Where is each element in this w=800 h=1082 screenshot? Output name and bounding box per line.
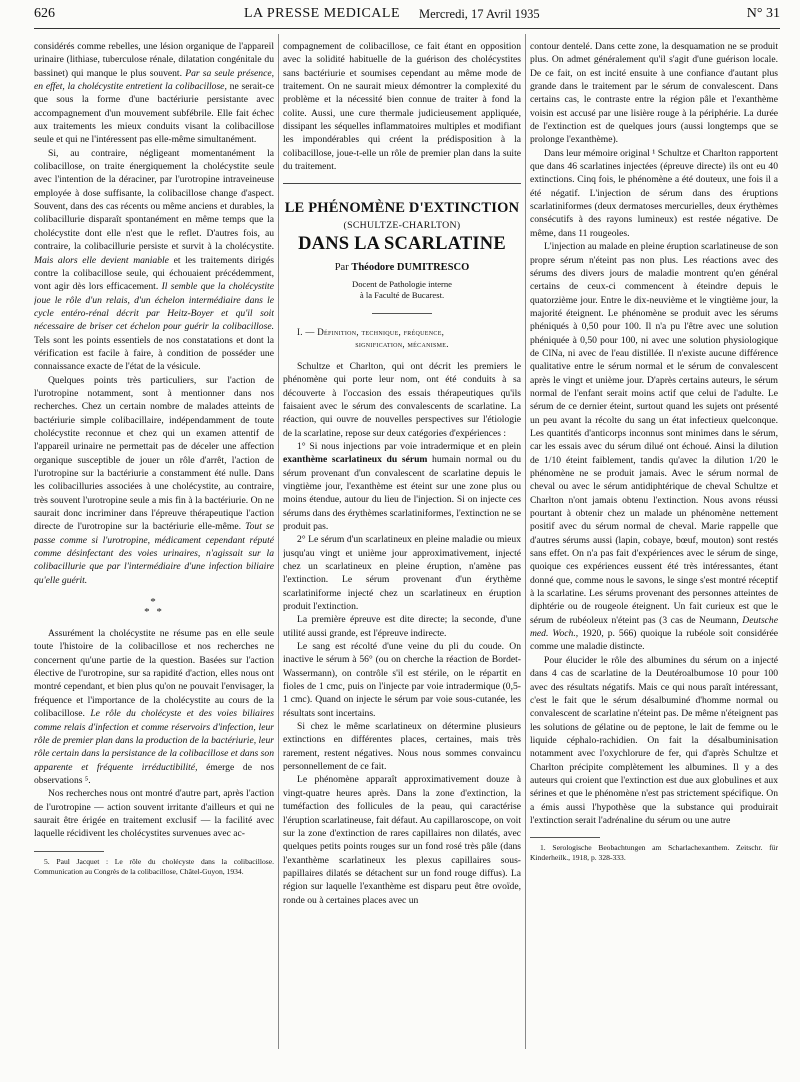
- author-affiliation: Docent de Pathologie interne à la Faculté de Bucarest.: [352, 278, 452, 300]
- section-heading: I. — Définition, technique, fréquence, signification, mécanisme.: [297, 326, 449, 349]
- column-divider: [525, 34, 526, 1049]
- author-line: Par Théodore DUMITRESCO: [334, 262, 470, 274]
- paragraph: Assurément la cholécystite ne résume pas en elle seule toute l'histoire de la colibacillose et nos recherches ne concernent qu'une partie de la question. Basées sur l'action élective de l'urotropine, sur sa rapidité d'action, elles nous ont montré cependant, et bien plus qu'on ne pouvait l'envisager, la fréquence et l'importance de la cholécystite au cours de la colibacillose. Le rôle du cholécyste et des voies biliaires comme relais d'infection et comme réservoirs d'infection, leur rôle de premier plan dans la production de la bactériurie, leur rôle certain dans la persistance de la colibacillose et dans son apparente et fréquente irréductibilité, émerge de nos observations ⁵.: [34, 628, 274, 786]
- divider: [372, 313, 432, 314]
- page-number: 626: [34, 6, 55, 21]
- column-right: [530, 40, 778, 1048]
- paragraph: Pour élucider le rôle des albumines du sérum on a injecté dans 4 cas de scarlatine de la Deutéroalbumose 10 pour 100 avec des résultats négatifs. Mais ce qui nous paraît intéressant, c'est le fait que le sérum désalbuminé d'homme normal ou convalescent de scarlatine n'éteint pas. De même n'éteignent pas les solutions de gélatine ou de peptone, le lait de femme ou le liquide céphalo-rachidien. On fait la désalbuminisation notamment avec l'oxychlorure de fer, qui d'après Schultze et Charlton précipite complètement les albumines. Il y a des auteurs qui croient que l'extinction est due aux globulines et aux sérines et que le phénomène n'est pas strictement spécifique. On a émis aussi l'hypothèse que la substance qui produirait l'extinction serait l'adrénaline du sérum ou une autre: [530, 654, 778, 826]
- header-rule: [34, 28, 780, 29]
- article-rule: [283, 183, 521, 184]
- column-left: [34, 40, 274, 1048]
- article-title: LE PHÉNOMÈNE D'EXTINCTION: [284, 200, 520, 217]
- article-title-main: DANS LA SCARLATINE: [298, 234, 506, 255]
- journal-title: LA PRESSE MEDICALE: [244, 6, 401, 21]
- paragraph: L'injection au malade en pleine éruption scarlatineuse de son propre sérum n'éteint pas non plus. Les réactions avec des sérums des divers jours de maladie montrent qu'en général certains de ceux-ci commencent à éteindre depuis le quatorzième jour. Entre le dix-neuvième et le vingtième jour, la majorité éteignent. Le phénomène se produit avec les sérums phéniqués à 0,50 pour 100. Il n'a pu l'être avec une solution phéniquée à 0,50 pour 100, ni avec une solution physiologique de ClNa, ni avec de l'eau distillée. Il n'existe aucune différence qualitative entre le sérum normal et le sérum de convalescent après le vingt et unième jour. D'après certains auteurs, le sérum normal de l'enfant serait moins actif que celui de l'adulte. Le sérum de ce dernier éteint, surtout quand les sujets ont présenté un peu avant la récolte du sang un état infectieux quelconque. Les quantités d'anticorps inconnus sont minimes dans le sérum, car les essais avec du sérum dilué ont échoué. Ainsi la dilution de 1/10 éteint faiblement, tandis qu'avec la dilution 1/20 le phénomène ne se produit jamais. Avec le sérum normal de cheval ou avec le sérum antidiphtérique de cheval Schultze et Charlton n'ont jamais obtenu l'extinction. Nous avons réussi pourtant à obtenir chez un malade un phénomène nettement positif avec du sérum normal de cheval. Marie rappelle que d'autres sérums aussi (lapin, cobaye, bœuf, mouton) sont restés sans effet. On n'a pas fait d'expériences avec le sérum de singe, quoique ces expériences eussent été très intéressantes, étant donné que, comme nous le savons, le singe s'est montré réceptif à la scarlatine. Les sérums provenant des personnes atteintes de diphtérie ou de rougeole éteignent. Un fait curieux est que le sérum de rubéoleux n'éteint pas (3 cas de Neumann, Deutsche med. Woch., 1920, p. 566) quoique la rubéole soit considérée comme une maladie distincte.: [530, 241, 778, 653]
- paragraph: Schultze et Charlton, qui ont décrit les premiers le phénomène qui porte leur nom, ont été conduits à sa découverte à l'occasion des essais thérapeutiques qu'ils faisaient avec le sérum des convalescents de scarlatine. La réaction, qui ouvre de nouvelles perspectives sur l'étiologie de la scarlatine, repose sur deux catégories d'expériences :: [283, 360, 521, 439]
- paragraph: Si, au contraire, négligeant momentanément la colibacillose, on traite énergiquement la cholécystite seule avec l'intention de la déraciner, par l'urotropine intraveineuse employée à dose suffisante, la colibacillose change d'aspect. Souvent, dans des cas récents ou même anciens et durables, la colibacillurie disparaît spontanément en même temps que la cholécystite dont elle n'est que le reflet. D'autres fois, au contraire, la colibacillurie persiste et survit à la cholécystite. Mais alors elle devient maniable et les traitements dirigés contre la colibacillose seule, qui échouaient précédemment, vont agir dès lors efficacement. Il semble que la cholécystite joue le rôle d'un relais, d'un échelon intermédiaire dans le cycle entéro-rénal décrit par Heitz-Boyer et qu'il soit nécessaire de briser cet échelon pour guérir la colibacillose. Tels sont les points essentiels de nos constatations et dont la vérification est facile à faire, à condition de posséder une connaissance exacte de l'état de la vésicule.: [34, 147, 274, 373]
- issue-date: Mercredi, 17 Avril 1935: [419, 7, 540, 21]
- paragraph: 2° Le sérum d'un scarlatineux en pleine maladie ou mieux jusqu'au vingt et unième jour approximativement, injecté chez un scarlatineux en pleine éruption, n'amène pas l'extinction. Le sérum provenant d'un érythème scarlatiniforme injecté chez un scarlatineux en éruption produit l'extinction.: [283, 534, 521, 612]
- footnote: 1. Serologische Beobachtungen am Scharlachexanthem. Zeitschr. für Kinderheilk., 1918, p. 328-333.: [530, 843, 778, 863]
- paragraph: contour dentelé. Dans cette zone, la desquamation ne se produit plus. On admet généralement qu'il s'agit d'une guérison locale. De ce fait, on est incité ensuite à une confiance d'autant plus grande dans le traitement par le sérum de convalescent. Dans certains cas, le contraste entre la région pâle et l'exanthème voisin est accusé par une lisière rouge à la périphérie. La durée de l'extinction est de quelques jours (aussi longtemps que se prolonge l'exanthème).: [530, 41, 778, 146]
- section-separator: * * *: [144, 596, 164, 619]
- issue-number: N° 31: [746, 6, 780, 21]
- paragraph: La première épreuve est dite directe; la seconde, d'une utilité aussi grande, est l'épreuve indirecte.: [283, 614, 521, 639]
- running-header: [34, 6, 780, 28]
- paragraph: Si chez le même scarlatineux on détermine plusieurs extinctions en différentes places, certaines, mais très rarement, restent négatives. Nous nous sommes convaincu personnellement de ce fait.: [283, 721, 521, 773]
- footnote-rule: [530, 837, 600, 838]
- paragraph: considérés comme rebelles, une lésion organique de l'appareil urinaire (lithiase, tuberculose rénale, dilatation congénitale du bassinet) qui manque le plus souvent. Par sa seule présence, en effet, la cholécystite entretient la colibacillose, ne serait-ce que sous la forme d'une bactériurie persistante avec accompagnement d'un mouvement subfébrile. Elle fait échec aux traitements les mieux conduits visant la colibacillose seule et qui ne l'intéressent pas elle-même simultanément.: [34, 41, 274, 146]
- paragraph: 1° Si nous injections par voie intradermique et en plein exanthème scarlatineux du sérum humain normal ou du sérum provenant d'un convalescent de scarlatine depuis le vingtième jour, l'exanthème est éteint sur une zone plus ou moins étendue, autour du lieu de l'injection. Si on injecte ces sérums dans des érythèmes scarlatiniformes, l'extinction ne se produit pas.: [283, 440, 521, 532]
- paragraph: Quelques points très particuliers, sur l'action de l'urotropine notamment, sont à mentionner dans nos recherches. Chez un certain nombre de malades atteints de bactériurie simple colibacillaire, indépendamment de toute cholécystite reconnue et chez qui un examen attentif de l'appareil urinaire ne permettait pas de déceler une affection organique susceptible de jouer un rôle d'arrêt, l'action de l'urotropine sur la bactériurie a constamment été nulle. Dans les colibacilluries associées à une cholécystite, au contraire, très souvent l'urotropine seule a mis fin à la bactériurie. On ne saurait donc incriminer dans l'épreuve thérapeutique l'action directe de l'urotropine sur la bactériurie elle-même. Tout se passe comme si l'urotropine, médicament cependant réputé comme désinfectant des voies urinaires, n'agissait sur la colibacillurie que par l'intermédiaire d'une infection biliaire qu'elle guérit.: [34, 374, 274, 586]
- footnote-rule: [34, 851, 104, 852]
- paragraph: Dans leur mémoire original ¹ Schultze et Charlton rapportent que dans 46 scarlatines injectées (épreuve directe) ils ont eu 40 extinctions. Cinq fois, le phénomène a été douteux, une fois il a été négatif. L'injection de sérum dans des éruptions scarlatiniformes (deux dermatoses mercurielles, deux érythèmes consécutifs à des rayons lumineux) est restée négative. De même, dans 11 rougeoles.: [530, 147, 778, 239]
- article-subtitle: (SCHULTZE-CHARLTON): [343, 219, 461, 231]
- paragraph: Le sang est récolté d'une veine du pli du coude. On inactive le sérum à 56° (ou on cherche la réaction de Bordet-Wassermann), on contrôle s'il est stérile, on le répartit en fioles de 1 cmc, puis on l'injecte par voie intradermique (0,5-1 cmc). Quand on injecte le sérum par voie sous-cutanée, les résultats sont incertains.: [283, 641, 521, 719]
- paragraph: Nos recherches nous ont montré d'autre part, après l'action de l'urotropine — action souvent irritante d'ailleurs et qui ne saurait être érigée en traitement exclusif — la facilité avec laquelle récidivent les cholécystites survenues avec ac-: [34, 788, 274, 840]
- footnote: 5. Paul Jacquet : Le rôle du cholécyste dans la colibacillose. Communication au Congrès de la colibacillose, Châtel-Guyon, 1934.: [34, 856, 274, 876]
- column-center: [283, 40, 521, 1048]
- paragraph: Le phénomène apparaît approximativement douze à vingt-quatre heures après. Dans la zone d'extinction, la tuméfaction des follicules de la peau, qui caractérise l'éruption scarlatineuse, fait défaut. Au capillaroscope, on voit sur la zone d'extinction de rares capillaires non dilatés, avec quelques petits points rouges sur un fond rosé très pâle (dans l'exanthème scarlatineux les plexus capillaires sous-papillaires dilatés se détachent sur un fond rouge diffus). La région sur laquelle l'exanthème est disparu peut être ovoïde, ronde ou à certaines places avec un: [283, 774, 521, 906]
- paragraph: compagnement de colibacillose, ce fait étant en opposition avec la solidité habituelle de la guérison des cholécystites sans bactériurie et soumises cependant au même mode de traitement. On ne saurait mieux démontrer la complexité du problème et la nécessité bien connue de traiter à fond la colite. Aussi, une cure thermale judicieusement appliquée, dissipant les séquelles inflammatoires multiples et modifiant les impondérables qui créent la prédisposition à la colibacillose, joue-t-elle un rôle de premier plan dans la suite du traitement.: [283, 41, 521, 173]
- column-divider: [278, 34, 279, 1049]
